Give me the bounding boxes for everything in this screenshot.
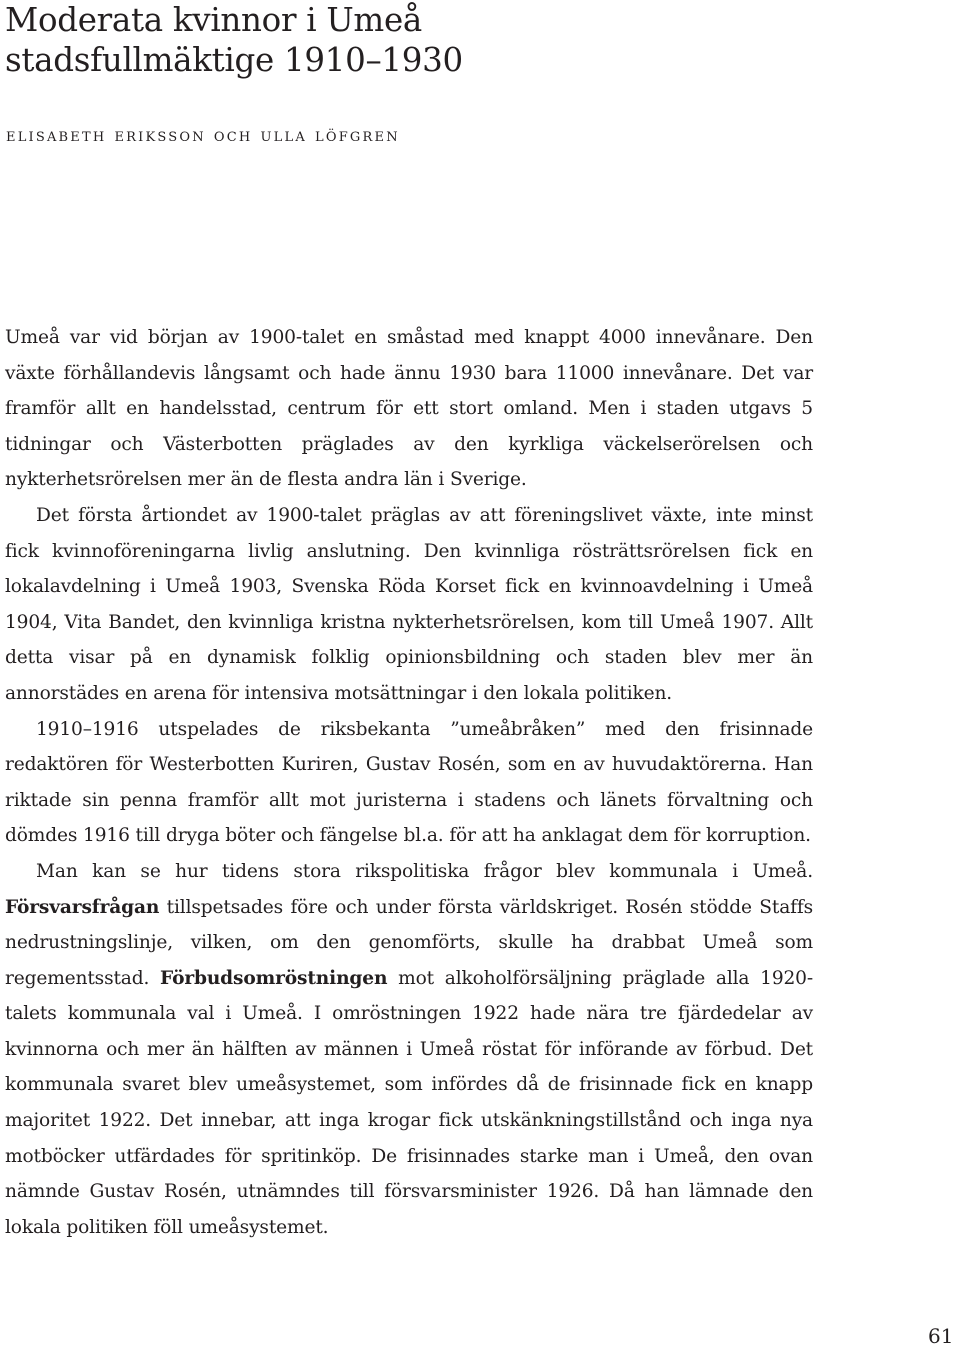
article-title-line-2: stadsfullmäktige 1910–1930 (5, 41, 463, 79)
term-forbudsomrostningen: Förbudsomröstningen (160, 967, 388, 989)
article-authors: elisabeth eriksson och ulla löfgren (6, 125, 400, 146)
paragraph-2: Det första årtiondet av 1900-talet präglas av att föreningslivet växte, inte minst fick kvinnoföreningarna livlig anslutning. Den kvinnliga rösträttsrörelsen fick en lokalavdelning i Umeå 1903, Svenska Röda Korset fick en kvinnoavdelning i Umeå 1904, Vita Bandet, den kvinnliga kristna nykterhetsrörelsen, kom till Umeå 1907. Allt detta visar på en dynamisk folklig opinionsbildning och staden blev mer än annorstädes en arena för intensiva motsättningar i den lokala politiken. (5, 504, 813, 704)
paragraph-4-tail: mot alkoholförsäljning präglade alla 1920-talets kommunala val i Umeå. I omröstningen 1922 hade nära tre fjärdedelar av kvinnorna och mer än hälften av männen i Umeå röstat för införande av förbud. Det kommunala svaret blev umeåsystemet, som infördes då de frisinnade fick en knapp majoritet 1922. Det innebar, att inga krogar fick utskänkningstillstånd och inga nya motböcker utfärdades för spritinköp. De frisinnades starke man i Umeå, den ovan nämnde Gustav Rosén, utnämndes till försvarsminister 1926. Då han lämnade den lokala politiken föll umeåsystemet. (5, 967, 813, 1238)
paragraph-1: Umeå var vid början av 1900-talet en småstad med knappt 4000 innevånare. Den växte förhållandevis långsamt och hade ännu 1930 bara 11000 innevånare. Det var framför allt en handelsstad, centrum för ett stort omland. Men i staden utgavs 5 tidningar och Västerbotten präglades av den kyrkliga väckelserörelsen och nykterhetsrörelsen mer än de flesta andra län i Sverige. (5, 327, 813, 491)
article-body (5, 320, 813, 1245)
term-forsvarsfragan: Försvarsfrågan (5, 896, 160, 918)
paragraph-3: 1910–1916 utspelades de riksbekanta ”umeåbråken” med den frisinnade redaktören för Westerbotten Kuriren, Gustav Rosén, som en av huvudaktörerna. Han riktade sin penna framför allt mot juristerna i stadens och länets förvaltning och dömdes 1916 till dryga böter och fängelse bl.a. för att ha anklagat dem för korruption. (5, 718, 813, 847)
paragraph-4 (5, 854, 813, 1246)
article-title (5, 0, 905, 80)
page-number: 61 (928, 1324, 954, 1348)
paragraph-4-lead: Man kan se hur tidens stora rikspolitiska frågor blev kommunala i Umeå. (36, 860, 813, 882)
paragraph-4-mid: tillspetsades före och under första världskriget. Rosén stödde Staffs nedrustningslinje, vilken, om den genomförts, skulle ha drabbat Umeå som regementsstad. (5, 896, 813, 989)
article-title-line-1: Moderata kvinnor i Umeå (5, 1, 422, 39)
